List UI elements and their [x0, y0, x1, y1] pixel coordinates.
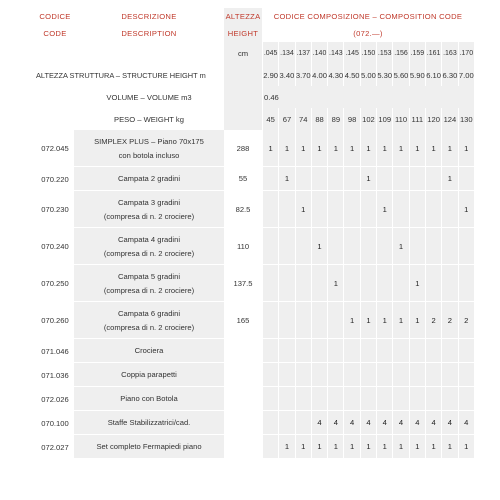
row-quantity — [376, 265, 392, 302]
row-quantity — [295, 387, 311, 411]
row-quantity: 1 — [376, 191, 392, 228]
row-description-line-2: (compresa di n. 2 crociere) — [103, 322, 195, 332]
row-quantity — [458, 363, 474, 387]
row-quantity — [376, 339, 392, 363]
row-description — [74, 435, 224, 459]
column-code: .137 — [295, 42, 311, 64]
description-header: DESCRIPTION — [121, 29, 177, 38]
row-quantity — [327, 167, 343, 191]
row-quantity — [441, 387, 457, 411]
table-row — [36, 130, 474, 167]
row-quantity — [262, 167, 278, 191]
row-quantity — [278, 411, 294, 435]
row-quantity — [343, 191, 359, 228]
row-code: 072.026 — [41, 394, 69, 404]
row-quantity — [327, 339, 343, 363]
weight-value: 74 — [295, 108, 311, 130]
row-description — [74, 130, 224, 167]
header-row-1 — [36, 8, 474, 25]
row-quantity: 1 — [327, 265, 343, 302]
table-row — [36, 302, 474, 339]
row-quantity: 1 — [278, 435, 294, 459]
row-description-line-2: (compresa di n. 2 crociere) — [103, 248, 195, 258]
row-quantity — [425, 265, 441, 302]
row-quantity — [425, 167, 441, 191]
descrizione-header: DESCRIZIONE — [121, 12, 177, 21]
row-quantity — [262, 302, 278, 339]
weight-value: 111 — [409, 108, 425, 130]
weight-value: 89 — [327, 108, 343, 130]
row-quantity — [278, 339, 294, 363]
row-code: 072.045 — [41, 144, 69, 153]
row-description-line-1: SIMPLEX PLUS – Piano 70x175 — [94, 136, 204, 146]
weight-value: 130 — [458, 108, 474, 130]
row-description — [74, 363, 224, 387]
row-quantity — [343, 339, 359, 363]
column-code: .170 — [458, 42, 474, 64]
row-code: 070.100 — [41, 418, 69, 428]
structure-height-value: 6.10 — [425, 64, 441, 86]
row-quantity: 1 — [441, 167, 457, 191]
table-row — [36, 411, 474, 435]
row-quantity: 4 — [425, 411, 441, 435]
weight-value: 124 — [441, 108, 457, 130]
row-quantity — [392, 167, 408, 191]
row-quantity: 1 — [392, 130, 408, 167]
composition-table — [36, 8, 474, 459]
weight-value: 67 — [278, 108, 294, 130]
row-description-line-1: Campata 2 gradini — [117, 174, 181, 183]
column-code: .163 — [441, 42, 457, 64]
structure-height-value: 5.00 — [360, 64, 376, 86]
row-code: 071.046 — [41, 346, 69, 356]
row-height — [224, 339, 262, 363]
row-description-line-1: Coppia parapetti — [121, 370, 177, 379]
row-quantity — [441, 363, 457, 387]
structure-height-spacer — [224, 64, 262, 86]
column-code-row — [36, 42, 474, 64]
row-quantity: 1 — [458, 130, 474, 167]
weight-value: 45 — [262, 108, 278, 130]
row-quantity — [392, 191, 408, 228]
row-quantity: 1 — [425, 435, 441, 459]
row-quantity — [458, 387, 474, 411]
row-quantity — [311, 265, 327, 302]
row-quantity — [343, 387, 359, 411]
row-quantity: 1 — [376, 435, 392, 459]
table-row — [36, 167, 474, 191]
row-quantity — [278, 363, 294, 387]
row-quantity — [441, 339, 457, 363]
row-description-line-1: Campata 6 gradini — [117, 308, 181, 318]
row-quantity — [392, 387, 408, 411]
row-code: 071.036 — [41, 370, 69, 380]
row-quantity — [441, 265, 457, 302]
table-row — [36, 191, 474, 228]
structure-height-label: ALTEZZA STRUTTURA – STRUCTURE HEIGHT m — [36, 70, 206, 80]
volume-row — [36, 86, 474, 108]
row-quantity: 1 — [360, 302, 376, 339]
row-quantity: 1 — [409, 435, 425, 459]
row-quantity — [409, 167, 425, 191]
row-description — [74, 387, 224, 411]
weight-spacer — [224, 108, 262, 130]
row-height — [224, 387, 262, 411]
row-quantity: 1 — [311, 130, 327, 167]
row-height: 137.5 — [224, 265, 262, 302]
row-quantity — [278, 302, 294, 339]
column-code: .161 — [425, 42, 441, 64]
row-quantity — [295, 363, 311, 387]
row-description-line-1: Campata 3 gradini — [117, 197, 181, 207]
structure-height-value: 3.40 — [278, 64, 294, 86]
row-quantity — [278, 228, 294, 265]
structure-height-value: 4.30 — [327, 64, 343, 86]
column-code: .150 — [360, 42, 376, 64]
row-quantity — [441, 191, 457, 228]
row-quantity — [376, 363, 392, 387]
row-quantity: 1 — [409, 265, 425, 302]
row-quantity — [278, 191, 294, 228]
row-quantity — [425, 191, 441, 228]
row-quantity — [311, 302, 327, 339]
row-code: 070.220 — [41, 174, 69, 184]
row-quantity — [360, 191, 376, 228]
row-quantity: 1 — [441, 130, 457, 167]
row-quantity — [262, 435, 278, 459]
row-quantity — [295, 411, 311, 435]
row-quantity: 1 — [311, 228, 327, 265]
row-quantity — [392, 363, 408, 387]
row-description-line-1: Crociera — [134, 346, 164, 355]
row-quantity: 2 — [458, 302, 474, 339]
row-quantity: 1 — [392, 302, 408, 339]
row-quantity — [458, 339, 474, 363]
row-quantity — [392, 339, 408, 363]
weight-value: 88 — [311, 108, 327, 130]
row-quantity: 1 — [392, 228, 408, 265]
row-quantity: 1 — [311, 435, 327, 459]
row-quantity: 1 — [360, 435, 376, 459]
row-quantity — [360, 228, 376, 265]
row-quantity: 1 — [409, 130, 425, 167]
row-quantity — [343, 167, 359, 191]
altezza-header: ALTEZZA — [224, 8, 262, 25]
row-quantity: 1 — [343, 435, 359, 459]
row-height — [224, 435, 262, 459]
row-quantity — [376, 228, 392, 265]
row-quantity: 1 — [295, 435, 311, 459]
row-description-line-1: Campata 5 gradini — [117, 271, 181, 281]
column-code: .145 — [343, 42, 359, 64]
row-quantity: 2 — [441, 302, 457, 339]
row-quantity — [425, 228, 441, 265]
row-quantity — [262, 387, 278, 411]
row-quantity: 1 — [295, 130, 311, 167]
row-quantity: 4 — [409, 411, 425, 435]
row-quantity — [327, 387, 343, 411]
row-quantity: 4 — [311, 411, 327, 435]
row-quantity: 1 — [327, 435, 343, 459]
row-quantity — [458, 228, 474, 265]
row-quantity: 1 — [295, 191, 311, 228]
row-height — [224, 411, 262, 435]
row-quantity: 1 — [278, 167, 294, 191]
row-quantity — [343, 265, 359, 302]
row-height: 165 — [224, 302, 262, 339]
weight-value: 102 — [360, 108, 376, 130]
row-quantity: 2 — [425, 302, 441, 339]
row-quantity — [295, 265, 311, 302]
row-quantity — [392, 265, 408, 302]
row-quantity: 1 — [458, 191, 474, 228]
volume-spacer — [224, 86, 262, 108]
header-row-2 — [36, 25, 474, 42]
row-quantity: 1 — [458, 435, 474, 459]
row-quantity — [343, 363, 359, 387]
row-quantity — [409, 387, 425, 411]
table-row — [36, 265, 474, 302]
row-quantity — [311, 191, 327, 228]
structure-height-value: 4.50 — [343, 64, 359, 86]
structure-height-value: 4.00 — [311, 64, 327, 86]
row-description — [74, 228, 224, 265]
table-row — [36, 339, 474, 363]
row-quantity — [376, 387, 392, 411]
row-code: 070.230 — [41, 205, 69, 214]
row-quantity — [409, 363, 425, 387]
column-code: .153 — [376, 42, 392, 64]
row-quantity — [295, 167, 311, 191]
row-quantity: 4 — [327, 411, 343, 435]
height-header: HEIGHT — [224, 25, 262, 42]
row-height: 288 — [224, 130, 262, 167]
row-quantity — [458, 265, 474, 302]
row-quantity: 1 — [360, 130, 376, 167]
row-quantity — [278, 387, 294, 411]
structure-height-value: 5.60 — [392, 64, 408, 86]
row-quantity — [441, 228, 457, 265]
row-quantity — [327, 228, 343, 265]
weight-value: 109 — [376, 108, 392, 130]
row-quantity — [376, 167, 392, 191]
weight-label: PESO – WEIGHT kg — [114, 114, 184, 124]
codice-header: CODICE — [39, 12, 71, 21]
row-description-line-2: (compresa di n. 2 crociere) — [103, 285, 195, 295]
structure-height-value: 7.00 — [458, 64, 474, 86]
row-description — [74, 167, 224, 191]
structure-height-value: 5.30 — [376, 64, 392, 86]
row-code: 070.260 — [41, 316, 69, 325]
row-quantity — [425, 339, 441, 363]
row-quantity — [311, 167, 327, 191]
row-quantity — [262, 411, 278, 435]
row-quantity: 1 — [360, 167, 376, 191]
row-height — [224, 363, 262, 387]
row-quantity — [262, 191, 278, 228]
row-description — [74, 191, 224, 228]
row-quantity: 1 — [262, 130, 278, 167]
unit-label: cm — [224, 42, 262, 64]
row-quantity — [262, 339, 278, 363]
structure-height-value: 3.70 — [295, 64, 311, 86]
row-code: 070.250 — [41, 279, 69, 288]
row-quantity: 1 — [376, 130, 392, 167]
row-description-line-1: Piano con Botola — [120, 394, 178, 403]
row-description — [74, 302, 224, 339]
row-quantity: 1 — [441, 435, 457, 459]
row-description — [74, 265, 224, 302]
row-quantity — [360, 387, 376, 411]
weight-value: 98 — [343, 108, 359, 130]
row-quantity — [327, 363, 343, 387]
column-code: .045 — [262, 42, 278, 64]
row-quantity — [327, 191, 343, 228]
row-code: 072.027 — [41, 442, 69, 452]
table-row — [36, 363, 474, 387]
row-height: 82.5 — [224, 191, 262, 228]
row-quantity — [409, 339, 425, 363]
row-quantity — [262, 228, 278, 265]
row-quantity — [360, 265, 376, 302]
row-quantity — [409, 191, 425, 228]
row-quantity: 1 — [327, 130, 343, 167]
row-code: 070.240 — [41, 242, 69, 251]
row-quantity: 1 — [376, 302, 392, 339]
weight-value: 120 — [425, 108, 441, 130]
row-description-line-2: con botola incluso — [118, 150, 180, 160]
row-quantity — [425, 363, 441, 387]
row-quantity — [311, 339, 327, 363]
row-description-line-1: Campata 4 gradini — [117, 234, 181, 244]
row-quantity — [311, 387, 327, 411]
structure-height-value: 6.30 — [441, 64, 457, 86]
row-quantity: 1 — [278, 130, 294, 167]
weight-row — [36, 108, 474, 130]
structure-height-value: 5.90 — [409, 64, 425, 86]
volume-spacer — [36, 86, 74, 108]
row-quantity: 4 — [376, 411, 392, 435]
row-quantity: 1 — [343, 130, 359, 167]
row-quantity — [262, 265, 278, 302]
row-quantity — [311, 363, 327, 387]
structure-height-value: 2.90 — [262, 64, 278, 86]
row-quantity — [458, 167, 474, 191]
volume-value: 0.46 — [262, 86, 474, 108]
row-quantity — [262, 363, 278, 387]
column-code: .140 — [311, 42, 327, 64]
composition-code-header: CODICE COMPOSIZIONE – COMPOSITION CODE — [273, 12, 463, 21]
row-description — [74, 411, 224, 435]
code-header: CODE — [43, 29, 67, 38]
row-quantity: 1 — [425, 130, 441, 167]
row-quantity — [409, 228, 425, 265]
row-height: 55 — [224, 167, 262, 191]
table-row — [36, 387, 474, 411]
row-quantity: 1 — [343, 302, 359, 339]
weight-spacer — [36, 108, 74, 130]
row-quantity: 4 — [343, 411, 359, 435]
volume-label: VOLUME – VOLUME m3 — [106, 92, 192, 102]
structure-height-row — [36, 64, 474, 86]
row-quantity: 4 — [392, 411, 408, 435]
column-code: .159 — [409, 42, 425, 64]
row-quantity — [278, 265, 294, 302]
row-quantity — [327, 302, 343, 339]
row-description-line-1: Staffe Stabilizzatrici/cad. — [107, 418, 191, 427]
column-code: .134 — [278, 42, 294, 64]
weight-value: 110 — [392, 108, 408, 130]
row-quantity — [343, 228, 359, 265]
row-description-line-1: Set completo Fermapiedi piano — [96, 442, 202, 451]
row-quantity: 1 — [392, 435, 408, 459]
row-quantity — [360, 339, 376, 363]
row-quantity: 4 — [458, 411, 474, 435]
row-quantity — [295, 302, 311, 339]
table-row — [36, 435, 474, 459]
table-row — [36, 228, 474, 265]
row-description-line-2: (compresa di n. 2 crociere) — [103, 211, 195, 221]
row-height: 110 — [224, 228, 262, 265]
row-description — [74, 339, 224, 363]
row-quantity: 4 — [360, 411, 376, 435]
column-code: .156 — [392, 42, 408, 64]
column-code: .143 — [327, 42, 343, 64]
row-quantity — [295, 228, 311, 265]
row-quantity: 1 — [409, 302, 425, 339]
row-quantity — [425, 387, 441, 411]
row-quantity: 4 — [441, 411, 457, 435]
row-quantity — [360, 363, 376, 387]
composition-code-subheader: (072.—) — [353, 29, 383, 38]
row-quantity — [295, 339, 311, 363]
